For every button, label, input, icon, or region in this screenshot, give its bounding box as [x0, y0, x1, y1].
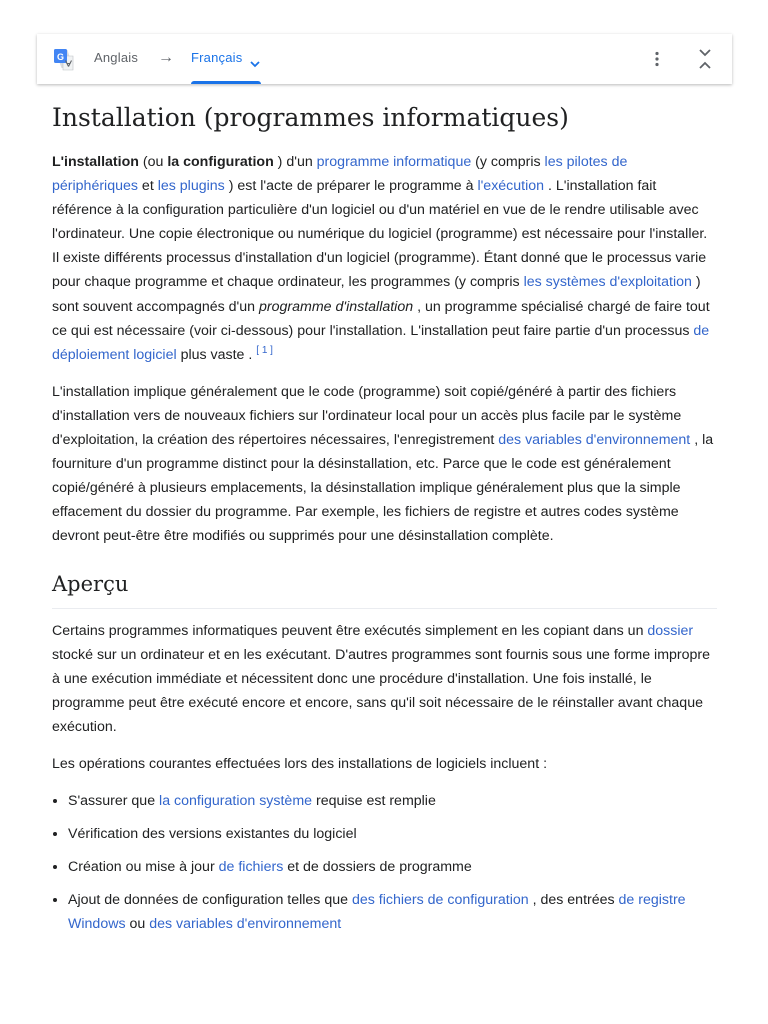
paragraph-3: Certains programmes informatiques peuvent être exécutés simplement en les copiant dans un dossier stocké sur un ordinateur et en les exécutant. D'autres programmes sont fournis sous une forme impropre à une exécution immédiate et nécessitent donc une procédure d'installation. Une fois installé, le programme peut être exécuté encore et encore, sans qu'il soit nécessaire de le réinstaller avant chaque exécution. [52, 622, 711, 735]
link-plugins[interactable]: les plugins [157, 178, 225, 195]
collapse-icon[interactable] [693, 47, 717, 71]
term-configuration: la configuration [167, 154, 274, 170]
arrow-right-icon: → [158, 49, 174, 66]
page-title: Installation (programmes informatiques) [52, 103, 569, 132]
link-fichiers[interactable]: de fichiers [218, 859, 284, 876]
reference-link-1[interactable]: [ 1 ] [256, 344, 273, 356]
link-configuration-systeme[interactable]: la configuration système [159, 793, 313, 810]
google-translate-icon[interactable] [52, 47, 76, 71]
intro-paragraph: L'installation (ou la configuration ) d'un programme informatique (y compris les pilotes de périphériques et les plugins ) est l'acte de préparer le programme à l'exécution . L'installation fait référence à la configuration particulière d'un logiciel ou d'un matériel en vue de le rendre utilisable avec l'ordinateur. Une copie électronique ou numérique du logiciel (programme) est nécessaire pour l'installer. Il existe différents processus d'installation d'un logiciel (programme). Étant donné que le processus varie pour chaque programme et chaque ordinateur, les programmes (y compris les systèmes d'exploitation ) sont souvent accompagnés d'un programme d'installation , un programme spécialisé chargé de faire tout ce qui est nécessaire (voir ci-dessous) pour l'installation. L'installation peut faire partie d'un processus de déploiement logiciel plus vaste . [ 1 ] [52, 154, 710, 363]
link-variables-environnement-2[interactable]: des variables d'environnement [149, 916, 342, 933]
link-dossier[interactable]: dossier [647, 622, 694, 639]
svg-text:G: G [56, 52, 65, 62]
list-item: • Vérification des versions existantes du logiciel [68, 822, 717, 846]
active-tab-indicator [191, 81, 261, 84]
link-registre-windows[interactable]: de registre Windows [68, 892, 686, 933]
link-fichiers-configuration[interactable]: des fichiers de configuration [351, 892, 529, 909]
source-language-button[interactable]: Anglais [94, 50, 139, 65]
link-execution[interactable]: l'exécution [477, 178, 545, 195]
target-language-dropdown[interactable] [185, 34, 261, 84]
link-variables-environnement[interactable]: des variables d'environnement [498, 432, 691, 449]
term-installation: L'installation [52, 154, 139, 170]
more-vertical-icon[interactable] [645, 47, 669, 71]
paragraph-2: L'installation implique généralement que le code (programme) soit copié/généré à partir des fichiers d'installation vers de nouveaux fichiers sur l'ordinateur local pour un accès plus facile par le système d'exploitation, la création des répertoires nécessaires, l'enregistrement des variables d'environnement , la fourniture d'un programme distinct pour la désinstallation, etc. Parce que le code est généralement copié/généré à plusieurs emplacements, la désinstallation implique généralement plus que la simple effacement du dossier du programme. Par exemple, les fichiers de registre et autres codes système devront peut-être être modifiés ou supprimés pour une désinstallation complète. [52, 383, 714, 545]
list-item: • Ajout de données de configuration telles que des fichiers de configuration , des entrées de registre Windows ou des variables d'environnement [68, 888, 717, 936]
list-item: • S'assurer que la configuration système requise est remplie [68, 789, 717, 813]
chevron-down-icon [250, 55, 260, 62]
article-content [52, 100, 717, 945]
list-item: • Création ou mise à jour de fichiers et de dossiers de programme [68, 855, 717, 879]
link-programme-informatique[interactable]: programme informatique [316, 154, 472, 170]
link-systemes-exploitation[interactable]: les systèmes d'exploitation [523, 274, 692, 291]
target-language-label: Français [191, 50, 243, 65]
link-pilotes-peripheriques[interactable]: les pilotes de périphériques [52, 154, 628, 195]
operations-list [52, 789, 717, 936]
link-deploiement-logiciel[interactable]: de déploiement logiciel [52, 322, 710, 363]
translate-toolbar [37, 34, 732, 84]
section-heading-apercu: Aperçu [52, 569, 717, 609]
paragraph-4: Les opérations courantes effectuées lors des installations de logiciels incluent : [52, 755, 548, 772]
term-programme-installation: programme d'installation [259, 298, 414, 315]
